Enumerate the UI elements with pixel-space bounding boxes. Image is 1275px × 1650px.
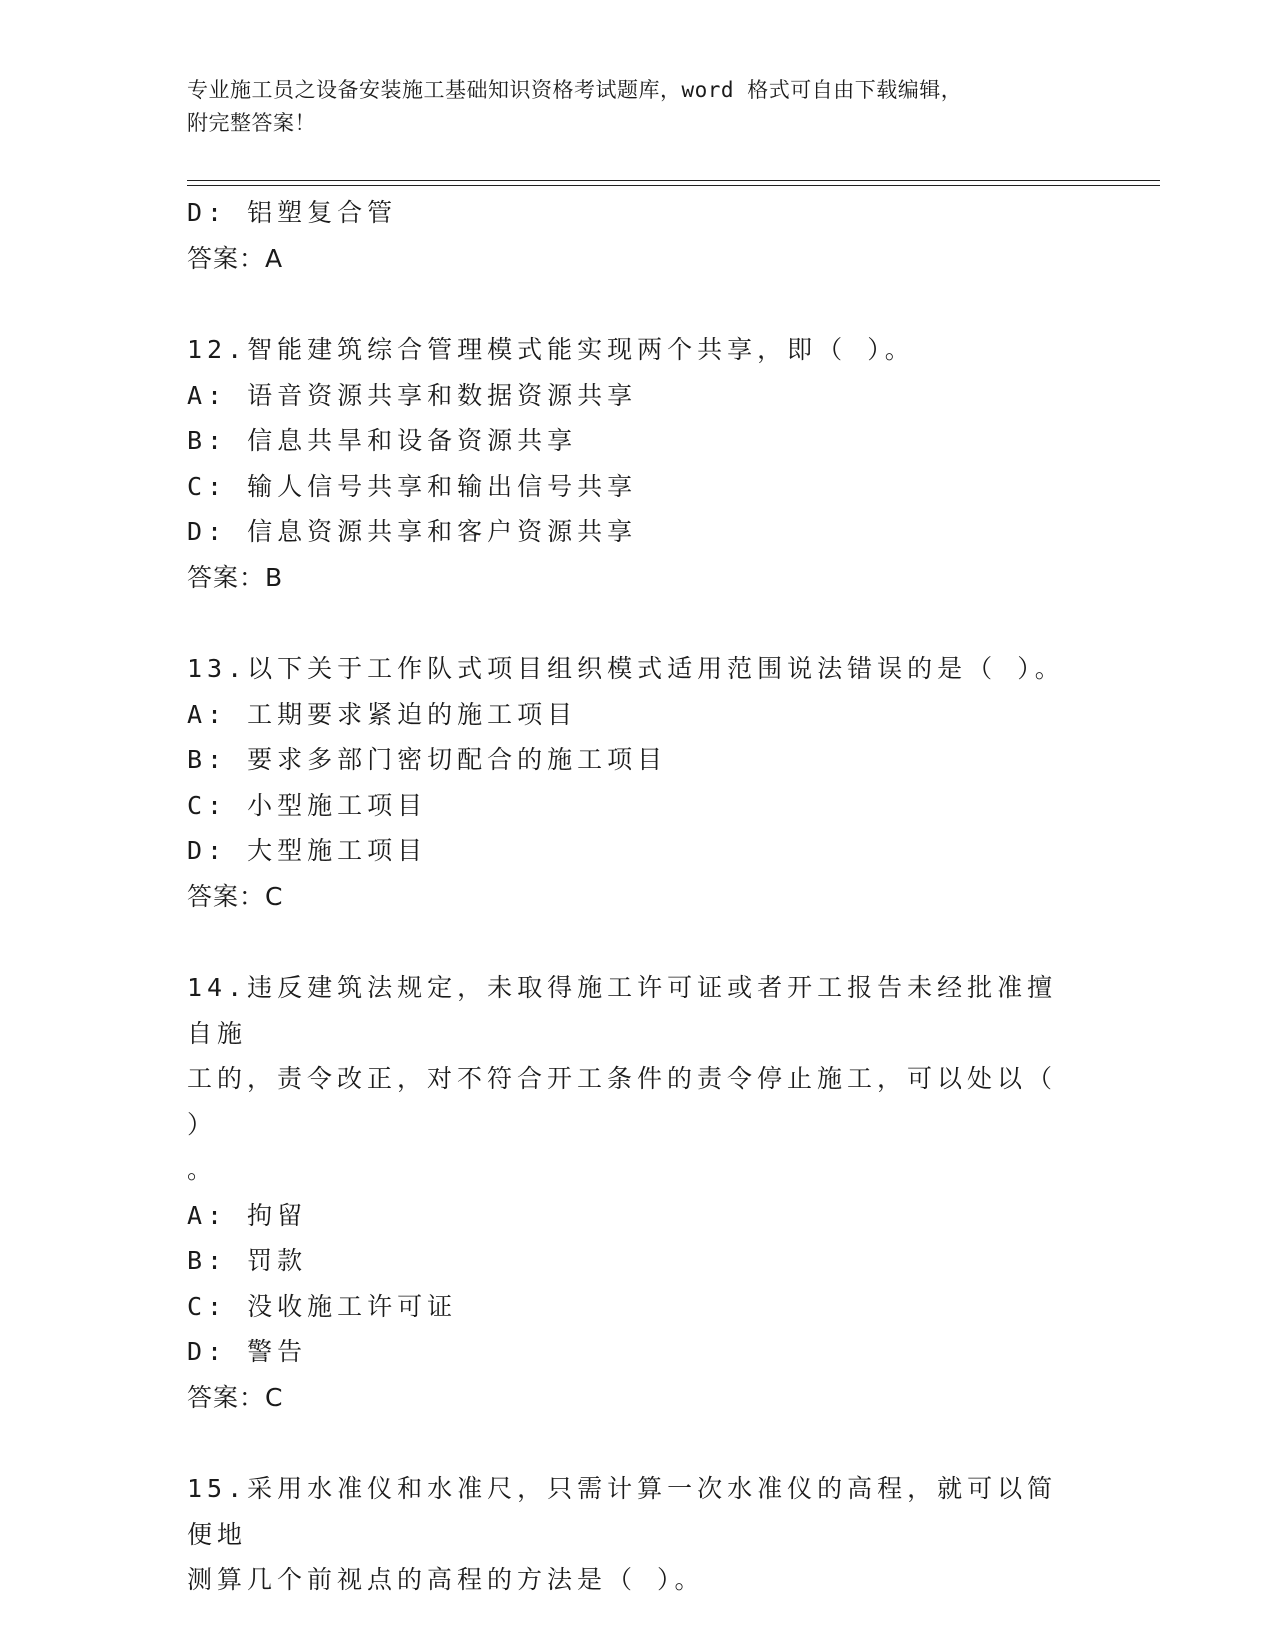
question-stem-line-2: 测算几个前视点的高程的方法是（ ）。 xyxy=(187,1565,705,1594)
question-list xyxy=(187,190,1087,1603)
option-c: C: 小型施工项目 xyxy=(187,790,428,820)
answer-line: 答案：B xyxy=(187,562,284,592)
option-d: D: 信息资源共享和客户资源共享 xyxy=(187,517,638,546)
question-stem-line-1: 15.采用水准仪和水准尺，只需计算一次水准仪的高程，就可以简便地 xyxy=(187,1474,1058,1549)
question-stem: 12.智能建筑综合管理模式能实现两个共享，即（ ）。 xyxy=(187,335,915,364)
option-c: C: 没收施工许可证 xyxy=(187,1291,458,1321)
option-b: B: 罚款 xyxy=(187,1246,308,1275)
option-d: D: 大型施工项目 xyxy=(187,836,428,865)
question-14 xyxy=(187,965,1087,1420)
carryover-block xyxy=(187,190,1087,281)
header-rule-bottom xyxy=(187,185,1160,186)
option-b: B: 要求多部门密切配合的施工项目 xyxy=(187,745,668,774)
question-stem: 13.以下关于工作队式项目组织模式适用范围说法错误的是（ ）。 xyxy=(187,654,1065,683)
answer-line: 答案：C xyxy=(187,881,284,911)
document-header xyxy=(187,74,1087,140)
question-12 xyxy=(187,327,1087,600)
question-stem-line-2: 工的，责令改正，对不符合开工条件的责令停止施工，可以处以（ ） xyxy=(187,1064,1058,1139)
answer-line: 答案：C xyxy=(187,1382,284,1412)
option-d: D: 铝塑复合管 xyxy=(187,198,398,227)
question-15 xyxy=(187,1466,1087,1603)
option-a: A: 语音资源共享和数据资源共享 xyxy=(187,380,638,410)
header-line-1: 专业施工员之设备安装施工基础知识资格考试题库，word 格式可自由下载编辑， xyxy=(187,78,963,102)
question-stem-line-1: 14.违反建筑法规定，未取得施工许可证或者开工报告未经批准擅自施 xyxy=(187,973,1058,1048)
option-a: A: 工期要求紧迫的施工项目 xyxy=(187,699,578,729)
option-d: D: 警告 xyxy=(187,1337,308,1366)
option-b: B: 信息共旱和设备资源共享 xyxy=(187,426,578,455)
answer-line: 答案：A xyxy=(187,243,284,273)
header-rule-top xyxy=(187,180,1160,181)
header-line-2: 附完整答案！ xyxy=(187,111,316,135)
question-stem-line-3: 。 xyxy=(187,1155,218,1184)
option-a: A: 拘留 xyxy=(187,1200,308,1230)
option-c: C: 输人信号共享和输出信号共享 xyxy=(187,471,638,501)
question-13 xyxy=(187,646,1087,919)
